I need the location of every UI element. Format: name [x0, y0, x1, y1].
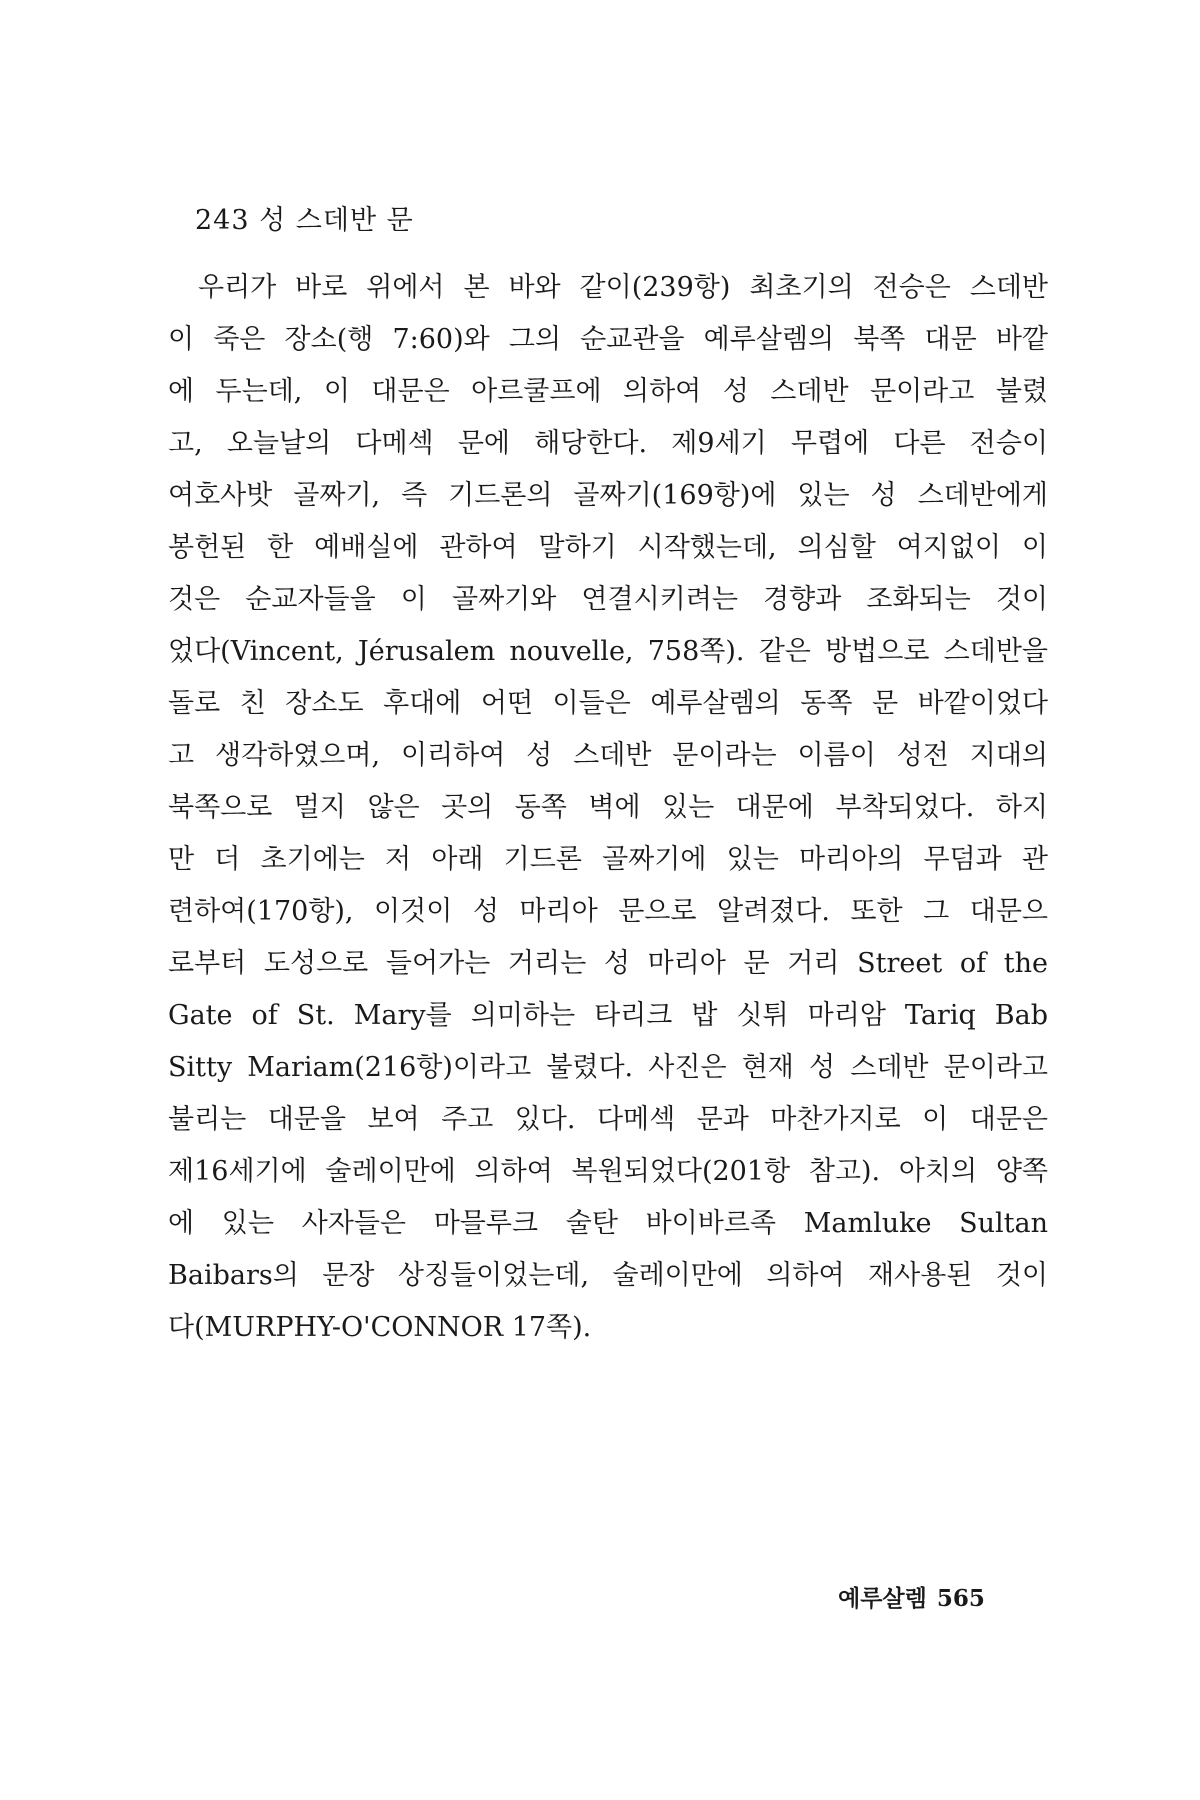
- text-line: Sitty Mariam(216항)이라고 불렸다. 사진은 현재 성 스데반 문이라고: [168, 1052, 1048, 1083]
- text-line: 련하여(170항), 이것이 성 마리아 문으로 알려졌다. 또한 그 대문으: [168, 896, 1048, 927]
- text-line: 제16세기에 술레이만에 의하여 복원되었다(201항 참고). 아치의 양쪽: [168, 1156, 1048, 1187]
- text-line: 봉헌된 한 예배실에 관하여 말하기 시작했는데, 의심할 여지없이 이: [168, 532, 1048, 563]
- text-line: 이 죽은 장소(행 7:60)와 그의 순교관을 예루살렘의 북쪽 대문 바깥: [168, 324, 1048, 355]
- page-footer: [838, 1580, 985, 1613]
- text-line: 고, 오늘날의 다메섹 문에 해당한다. 제9세기 무렵에 다른 전승이: [168, 428, 1048, 459]
- text-line: 우리가 바로 위에서 본 바와 같이(239항) 최초기의 전승은 스데반: [198, 272, 1048, 303]
- text-line: 것은 순교자들을 이 골짜기와 연결시키려는 경향과 조화되는 것이: [168, 584, 1048, 615]
- page-number: 565: [936, 1585, 985, 1612]
- text-line: 돌로 친 장소도 후대에 어떤 이들은 예루살렘의 동쪽 문 바깥이었다: [168, 688, 1048, 719]
- text-line: 북쪽으로 멀지 않은 곳의 동쪽 벽에 있는 대문에 부착되었다. 하지: [168, 792, 1048, 823]
- text-line: 불리는 대문을 보여 주고 있다. 다메섹 문과 마찬가지로 이 대문은: [168, 1104, 1048, 1135]
- text-line: 다(MURPHY-O'CONNOR 17쪽).: [168, 1312, 592, 1343]
- section-heading: 243 성 스데반 문: [195, 205, 414, 236]
- text-line: 었다(Vincent, Jérusalem nouvelle, 758쪽). 같은 방법으로 스데반을: [168, 636, 1048, 667]
- text-line: 여호사밧 골짜기, 즉 기드론의 골짜기(169항)에 있는 성 스데반에게: [168, 480, 1048, 511]
- text-line: 에 두는데, 이 대문은 아르쿨프에 의하여 성 스데반 문이라고 불렸: [168, 376, 1048, 407]
- text-line: 에 있는 사자들은 마믈루크 술탄 바이바르족 Mamluke Sultan: [168, 1208, 1048, 1239]
- text-line: Gate of St. Mary를 의미하는 타리크 밥 싯튀 마리암 Tariq Bab: [168, 1000, 1048, 1031]
- text-line: 만 더 초기에는 저 아래 기드론 골짜기에 있는 마리아의 무덤과 관: [168, 844, 1048, 875]
- text-line: Baibars의 문장 상징들이었는데, 술레이만에 의하여 재사용된 것이: [168, 1260, 1048, 1291]
- body-paragraph: [168, 262, 1048, 1354]
- running-head: 예루살렘: [838, 1586, 927, 1612]
- text-line: 고 생각하였으며, 이리하여 성 스데반 문이라는 이름이 성전 지대의: [168, 740, 1048, 771]
- text-line: 로부터 도성으로 들어가는 거리는 성 마리아 문 거리 Street of the: [168, 948, 1048, 979]
